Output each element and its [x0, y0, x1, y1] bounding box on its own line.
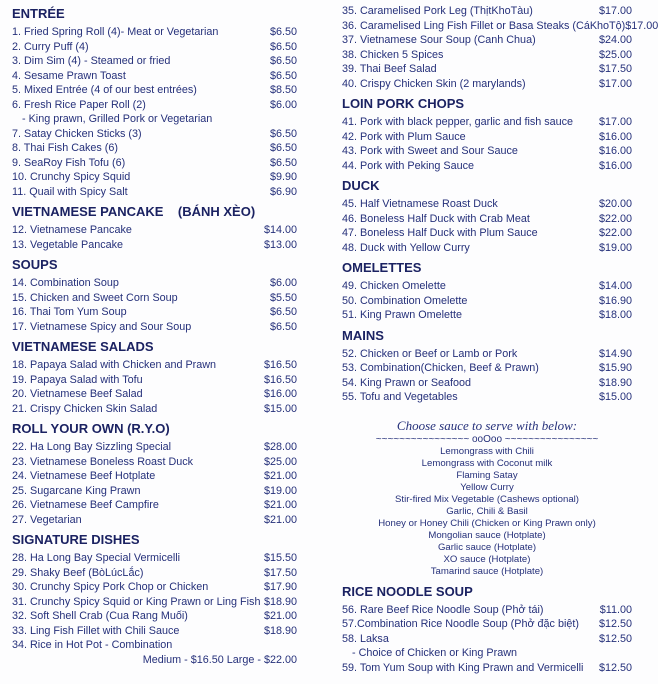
item-name: 9. SeaRoy Fish Tofu (6)	[12, 156, 126, 169]
menu-item	[12, 320, 297, 335]
menu-item	[342, 4, 632, 19]
item-price: $22.00	[598, 227, 632, 239]
item-name: 56. Rare Beef Rice Noodle Soup (Phở tái)	[342, 603, 544, 616]
item-name: 47. Boneless Half Duck with Plum Sauce	[342, 227, 538, 239]
menu-item	[12, 127, 297, 142]
sauce-list	[342, 446, 632, 578]
menu-item	[12, 566, 297, 581]
item-price: $16.00	[598, 145, 632, 157]
menu-item	[342, 144, 632, 159]
item-price: $17.90	[263, 581, 297, 593]
item-name: - King prawn, Grilled Pork or Vegetarian	[22, 113, 213, 125]
item-name: 2. Curry Puff (4)	[12, 40, 89, 53]
sauce-option: Garlic, Chili & Basil	[446, 505, 528, 517]
item-price: $6.50	[269, 69, 297, 82]
sauce-option: Honey or Honey Chili (Chicken or King Prawn only)	[378, 517, 596, 529]
item-name: 59. Tom Yum Soup with King Prawn and Vermicelli	[342, 661, 584, 674]
item-price: $14.90	[598, 347, 632, 360]
item-price: $18.00	[598, 309, 632, 321]
item-name: 31. Crunchy Spicy Squid or King Prawn or Ling Fish	[12, 595, 261, 608]
menu-item	[342, 33, 632, 48]
item-name: 23. Vietnamese Boneless Roast Duck	[12, 455, 194, 468]
menu-item	[12, 40, 297, 55]
menu-item	[12, 25, 297, 40]
item-name: 13. Vegetable Pancake	[12, 238, 124, 251]
menu-item	[12, 387, 297, 402]
item-price: $12.50	[598, 661, 632, 674]
menu-item	[12, 551, 297, 566]
item-name: 11. Quail with Spicy Salt	[12, 185, 128, 198]
menu-item	[12, 638, 297, 653]
menu-item	[12, 276, 297, 291]
item-price: $15.00	[598, 391, 632, 403]
item-price: $6.50	[269, 142, 297, 154]
menu-item	[342, 226, 632, 241]
item-price: $16.50	[263, 359, 297, 371]
section-heading: RICE NOODLE SOUP	[342, 583, 473, 599]
item-price: $9.90	[269, 171, 297, 183]
item-price: $17.50	[263, 566, 297, 579]
item-name: 57.Combination Rice Noodle Soup (Phở đặc biệt)	[342, 618, 579, 630]
item-price: $16.00	[598, 130, 632, 143]
item-price: $12.50	[598, 632, 632, 645]
item-price: $18.90	[263, 624, 297, 637]
item-name: 27. Vegetarian	[12, 513, 82, 526]
menu-item	[12, 223, 297, 238]
item-price: $6.50	[269, 156, 297, 169]
menu-item	[12, 185, 297, 200]
sauce-option: Garlic sauce (Hotplate)	[437, 541, 537, 553]
item-price: $25.00	[263, 455, 297, 468]
item-name: 18. Papaya Salad with Chicken and Prawn	[12, 359, 217, 371]
item-price: $6.50	[269, 127, 297, 140]
item-price: $5.50	[269, 291, 297, 304]
menu-item	[342, 361, 632, 376]
sauce-option: Stir-fired Mix Vegetable (Cashews optional)	[395, 493, 579, 505]
menu-item	[342, 294, 632, 309]
item-name: 17. Vietnamese Spicy and Sour Soup	[12, 320, 192, 333]
menu-item	[12, 54, 297, 69]
menu-left-column	[12, 5, 297, 667]
section-heading: DUCK	[342, 178, 380, 193]
menu-item	[342, 197, 632, 212]
item-price: $14.00	[263, 224, 297, 236]
menu-item	[12, 402, 297, 417]
item-name: 12. Vietnamese Pancake	[12, 224, 132, 236]
menu-section	[342, 177, 632, 255]
item-note	[342, 646, 632, 661]
item-price: $15.00	[263, 402, 297, 415]
menu-item	[12, 141, 297, 156]
item-price: $6.50	[269, 55, 297, 67]
item-name: 29. Shaky Beef (BòLúcLắc)	[12, 566, 144, 579]
menu-section	[342, 583, 632, 676]
item-price: $12.50	[598, 618, 632, 630]
item-price: $8.50	[269, 84, 297, 96]
item-name: 25. Sugarcane King Prawn	[12, 484, 141, 497]
section-heading: MAINS	[342, 327, 384, 343]
item-price: $16.00	[263, 388, 297, 400]
item-name: 51. King Prawn Omelette	[342, 309, 463, 321]
item-name: 54. King Prawn or Seafood	[342, 376, 472, 389]
menu-item	[12, 498, 297, 513]
sauce-option: XO sauce (Hotplate)	[443, 553, 531, 565]
item-name: 24. Vietnamese Beef Hotplate	[12, 470, 156, 482]
menu-right-column	[342, 4, 658, 675]
item-name: 14. Combination Soup	[12, 277, 119, 289]
menu-item	[12, 238, 297, 253]
item-name: 49. Chicken Omelette	[342, 280, 446, 292]
menu-item	[12, 580, 297, 595]
item-price: $25.00	[598, 48, 632, 61]
item-name: 30. Crunchy Spicy Pork Chop or Chicken	[12, 581, 209, 593]
section-heading: ROLL YOUR OWN (R.Y.O)	[12, 421, 170, 436]
menu-section	[12, 531, 297, 667]
menu-item	[342, 62, 632, 77]
section-heading: OMELETTES	[342, 260, 422, 275]
item-name: 48. Duck with Yellow Curry	[342, 241, 470, 254]
menu-item	[12, 484, 297, 499]
item-name: 16. Thai Tom Yum Soup	[12, 306, 127, 318]
menu-section	[12, 5, 297, 199]
item-name: 45. Half Vietnamese Roast Duck	[342, 198, 498, 210]
item-price: $22.00	[598, 212, 632, 225]
item-price: $6.50	[269, 306, 297, 318]
item-price: $16.50	[263, 373, 297, 386]
item-price: $18.90	[263, 595, 297, 608]
item-name: 21. Crispy Chicken Skin Salad	[12, 402, 158, 415]
item-name: 50. Combination Omelette	[342, 294, 468, 307]
menu-item	[12, 98, 297, 113]
item-price: $21.00	[263, 610, 297, 622]
menu-item	[342, 212, 632, 227]
item-name: 53. Combination(Chicken, Beef & Prawn)	[342, 362, 539, 374]
item-name: 7. Satay Chicken Sticks (3)	[12, 127, 142, 140]
item-name: 33. Ling Fish Fillet with Chili Sauce	[12, 624, 180, 637]
sauce-title: Choose sauce to serve with below:	[396, 417, 578, 433]
sauce-option: Mongolian sauce (Hotplate)	[428, 529, 546, 541]
menu-item	[12, 440, 297, 455]
item-price: $28.00	[263, 441, 297, 453]
menu-section	[342, 259, 632, 323]
menu-section	[12, 420, 297, 527]
menu-item	[342, 347, 632, 362]
menu-item	[12, 609, 297, 624]
menu-item	[342, 48, 632, 63]
item-price: $17.00	[625, 19, 658, 32]
item-price: $19.00	[263, 484, 297, 497]
item-name: 43. Pork with Sweet and Sour Sauce	[342, 145, 518, 157]
menu-item	[12, 469, 297, 484]
menu-item	[12, 513, 297, 528]
menu-section	[342, 95, 632, 173]
menu-section	[12, 203, 297, 252]
item-price: $13.00	[263, 238, 297, 251]
item-price: $15.90	[598, 362, 632, 374]
item-price: $6.00	[269, 277, 297, 289]
item-name: 4. Sesame Prawn Toast	[12, 69, 126, 82]
menu-item	[342, 376, 632, 391]
item-price: $17.00	[598, 116, 632, 128]
sauce-option: Tamarind sauce (Hotplate)	[430, 565, 544, 577]
item-name: 32. Soft Shell Crab (Cua Rang Muối)	[12, 610, 188, 622]
menu-item	[12, 653, 297, 668]
menu-item	[342, 308, 632, 323]
menu-item	[12, 358, 297, 373]
item-name: 5. Mixed Entrée (4 of our best entrées)	[12, 84, 197, 96]
item-price: $6.00	[269, 98, 297, 111]
menu-item	[342, 241, 632, 256]
menu-item	[342, 603, 632, 618]
item-name: 58. Laksa	[342, 632, 389, 645]
item-note	[12, 112, 297, 127]
item-name: 8. Thai Fish Cakes (6)	[12, 142, 119, 154]
section-heading: LOIN PORK CHOPS	[342, 96, 465, 111]
item-name: 28. Ha Long Bay Special Vermicelli	[12, 552, 181, 564]
sauce-option: Yellow Curry	[460, 481, 514, 493]
menu-item	[12, 373, 297, 388]
item-name: 22. Ha Long Bay Sizzling Special	[12, 441, 172, 453]
item-price: $21.00	[263, 513, 297, 526]
menu-item	[12, 455, 297, 470]
menu-section	[342, 327, 632, 578]
menu-item	[342, 159, 632, 174]
item-price: $6.50	[269, 40, 297, 53]
item-name: 26. Vietnamese Beef Campfire	[12, 499, 159, 511]
menu-item	[12, 305, 297, 320]
menu-item	[342, 617, 632, 632]
item-price: $6.50	[269, 26, 297, 38]
item-price: $14.00	[598, 280, 632, 292]
item-price: $6.90	[269, 185, 297, 198]
item-name: 55. Tofu and Vegetables	[342, 391, 458, 403]
item-name: 41. Pork with black pepper, garlic and fish sauce	[342, 116, 574, 128]
menu-item	[342, 115, 632, 130]
item-name: 35. Caramelised Pork Leg (ThịtKhoTàu)	[342, 5, 533, 17]
item-name: 3. Dim Sim (4) - Steamed or fried	[12, 55, 171, 67]
menu-item	[342, 661, 632, 676]
item-name: 52. Chicken or Beef or Lamb or Pork	[342, 347, 518, 360]
item-name: Medium - $16.50 Large - $22.00	[142, 653, 297, 666]
item-name: 10. Crunchy Spicy Squid	[12, 171, 131, 183]
item-name: - Choice of Chicken or King Prawn	[352, 647, 518, 659]
menu-item	[12, 69, 297, 84]
menu-item	[12, 156, 297, 171]
item-price: $17.00	[598, 77, 632, 90]
item-price: $16.00	[598, 159, 632, 172]
item-name: 36. Caramelised Ling Fish Fillet or Basa Steaks (CáKhoTộ)	[342, 19, 626, 32]
item-name: 6. Fresh Rice Paper Roll (2)	[12, 98, 146, 111]
menu-section	[12, 338, 297, 416]
item-name: 19. Papaya Salad with Tofu	[12, 373, 143, 386]
section-heading: VIETNAMESE PANCAKE (BÁNH XÈO)	[12, 204, 256, 219]
item-price: $15.50	[263, 552, 297, 564]
menu-item	[12, 291, 297, 306]
item-price: $21.00	[263, 470, 297, 482]
item-price: $18.90	[598, 376, 632, 389]
item-name: 46. Boneless Half Duck with Crab Meat	[342, 212, 530, 225]
item-name: 37. Vietnamese Sour Soup (Canh Chua)	[342, 34, 536, 46]
item-name: 1. Fried Spring Roll (4)- Meat or Vegetarian	[12, 26, 219, 38]
menu-item	[342, 77, 632, 92]
item-price: $11.00	[599, 603, 632, 616]
item-name: 44. Pork with Peking Sauce	[342, 159, 475, 172]
item-price: $6.50	[269, 320, 297, 333]
menu-item	[12, 83, 297, 98]
menu-section	[342, 4, 658, 91]
menu-item	[342, 19, 658, 34]
item-price: $20.00	[598, 198, 632, 210]
section-heading: SIGNATURE DISHES	[12, 532, 140, 547]
menu-item	[342, 390, 632, 405]
menu-item	[12, 170, 297, 185]
menu-item	[342, 632, 632, 647]
section-heading: ENTRÉE	[12, 6, 65, 21]
menu-item	[342, 130, 632, 145]
sauce-option: Lemongrass with Coconut milk	[421, 457, 553, 469]
sauce-option: Lemongrass with Chili	[440, 445, 534, 457]
item-name: 34. Rice in Hot Pot - Combination	[12, 639, 173, 651]
item-name: 42. Pork with Plum Sauce	[342, 130, 466, 143]
item-price: $21.00	[263, 499, 297, 511]
section-heading: SOUPS	[12, 257, 58, 272]
item-name: 15. Chicken and Sweet Corn Soup	[12, 291, 178, 304]
menu-item	[12, 624, 297, 639]
item-price: $19.00	[598, 241, 632, 254]
sauce-option: Flaming Satay	[456, 469, 518, 481]
item-name: 38. Chicken 5 Spices	[342, 48, 444, 61]
item-price: $17.00	[598, 5, 632, 17]
item-price: $17.50	[598, 63, 632, 75]
menu-item	[12, 595, 297, 610]
item-price: $24.00	[598, 34, 632, 46]
item-name: 40. Crispy Chicken Skin (2 marylands)	[342, 77, 526, 90]
item-name: 20. Vietnamese Beef Salad	[12, 388, 143, 400]
sauce-divider: ~~~~~~~~~~~~~~~~ ooOoo ~~~~~~~~~~~~~~~~	[375, 433, 599, 445]
menu-section	[12, 256, 297, 334]
item-price: $16.90	[598, 294, 632, 307]
item-name: 39. Thai Beef Salad	[342, 63, 437, 75]
menu-item	[342, 279, 632, 294]
section-heading: VIETNAMESE SALADS	[12, 339, 154, 354]
